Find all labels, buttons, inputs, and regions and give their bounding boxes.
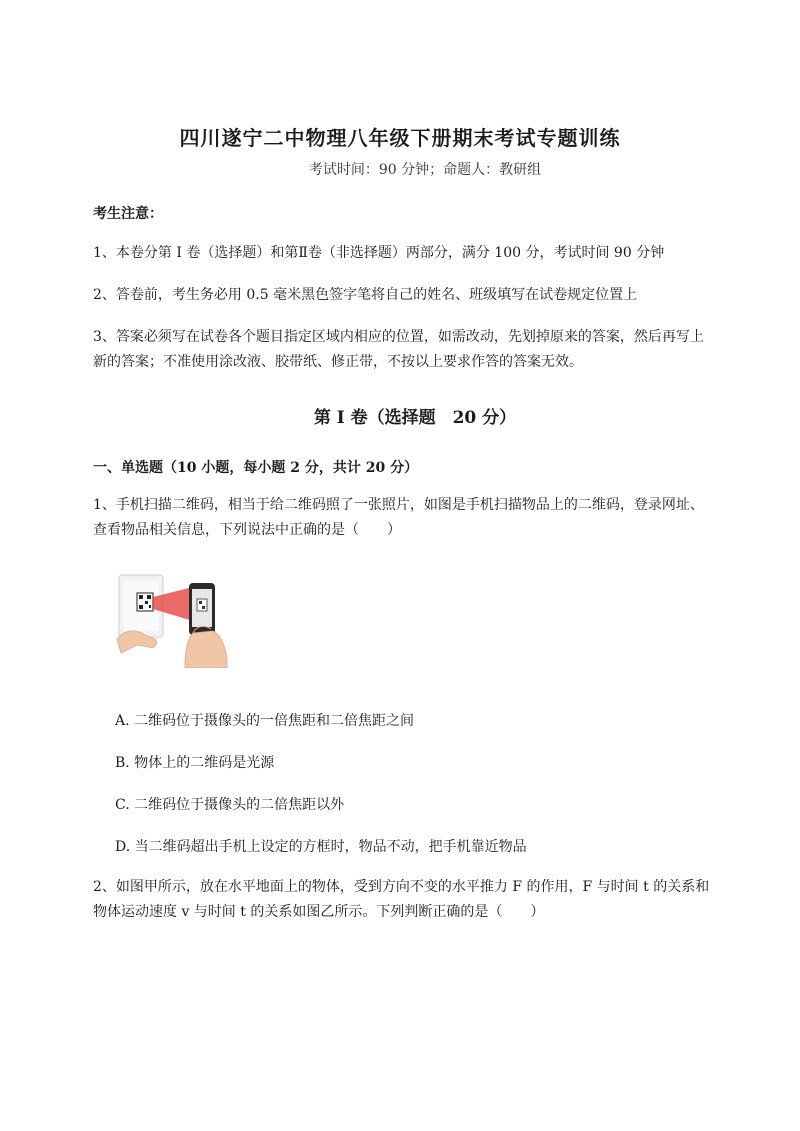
page-title: 四川遂宁二中物理八年级下册期末考试专题训练 <box>179 126 621 150</box>
option-b: B. 物体上的二维码是光源 <box>115 755 275 771</box>
question-1-stem: 1、手机扫描二维码，相当于给二维码照了一张照片，如图是手机扫描物品上的二维码，登录网址、查看物品相关信息，下列说法中正确的是（ ） <box>93 497 704 538</box>
notice-item-3: 3、答案必须写在试卷各个题目指定区域内相应的位置，如需改动，先划掉原来的答案，然后再写上新的答案；不准使用涂改液、胶带纸、修正带，不按以上要求作答的答案无效。 <box>93 329 704 370</box>
question-group-heading: 一、单选题（10 小题，每小题 2 分，共计 20 分） <box>93 460 419 476</box>
notice-heading: 考生注意： <box>93 206 163 222</box>
section-title: 第 I 卷（选择题 20 分） <box>313 408 517 428</box>
notice-item-1: 1、本卷分第 I 卷（选择题）和第Ⅱ卷（非选择题）两部分，满分 100 分，考试时间 90 分钟 <box>93 245 665 261</box>
notice-item-2: 2、答卷前，考生务必用 0.5 毫米黑色签字笔将自己的姓名、班级填写在试卷规定位置上 <box>93 287 638 303</box>
qr-scan-photo <box>115 573 235 668</box>
option-a: A. 二维码位于摄像头的一倍焦距和二倍焦距之间 <box>115 713 415 729</box>
question-2-stem: 2、如图甲所示，放在水平地面上的物体，受到方向不变的水平推力 F 的作用，F 与时间 t 的关系和物体运动速度 v 与时间 t 的关系如图乙所示。下列判断正确的是（ ） <box>93 879 710 920</box>
option-c: C. 二维码位于摄像头的二倍焦距以外 <box>115 797 345 813</box>
exam-info: 考试时间：90 分钟；命题人：教研组 <box>308 162 542 178</box>
option-d: D. 当二维码超出手机上设定的方框时，物品不动，把手机靠近物品 <box>115 839 527 855</box>
